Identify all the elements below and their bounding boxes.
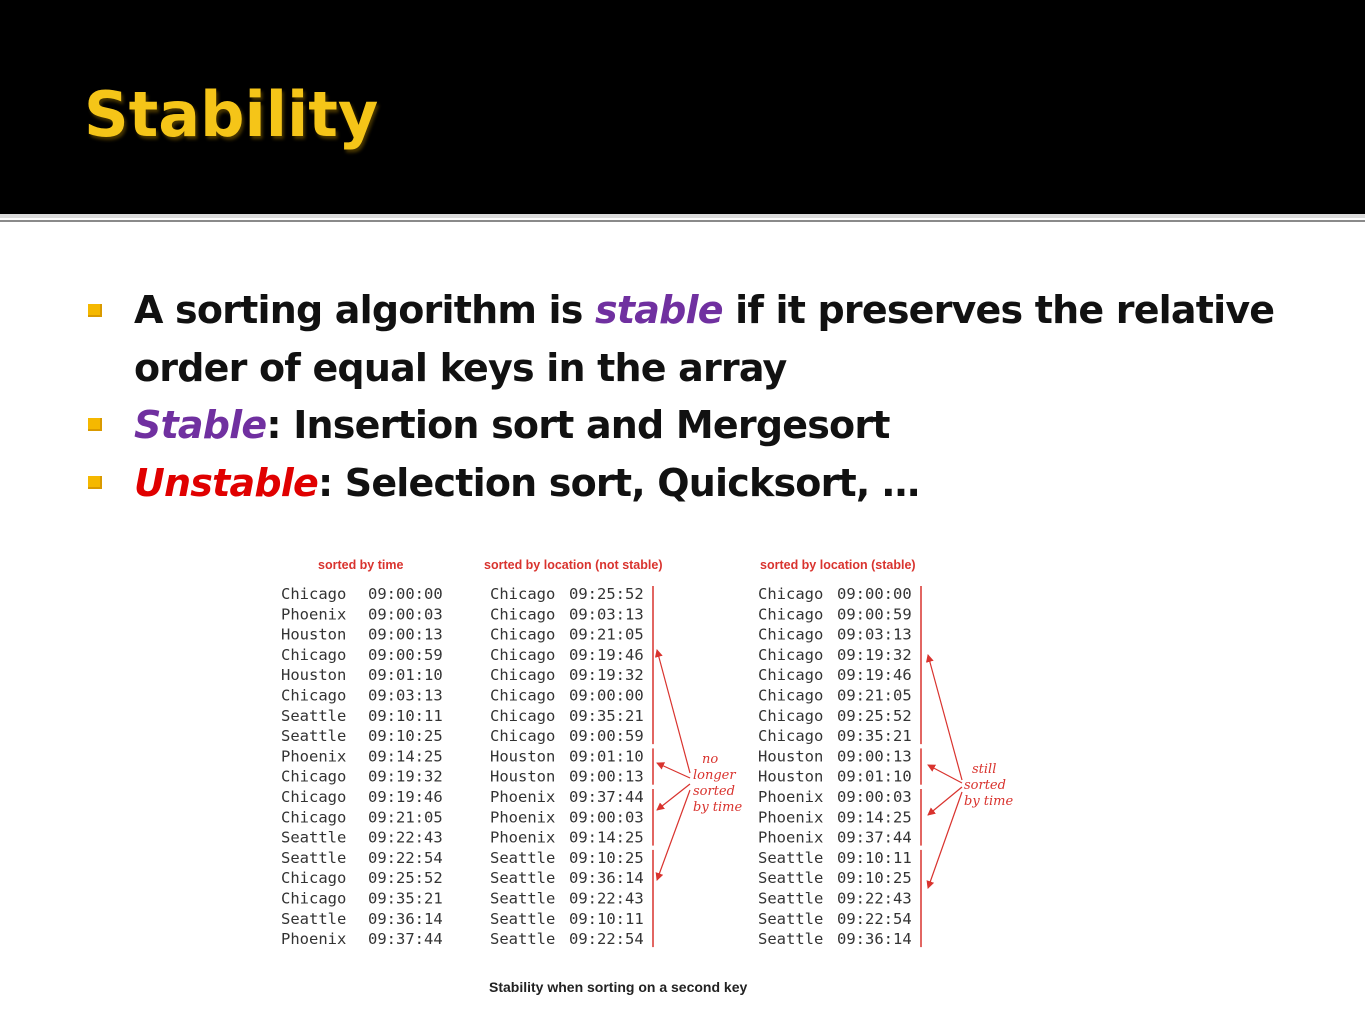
row-time: 09:00:59 bbox=[368, 645, 443, 664]
row-time: 09:00:13 bbox=[569, 767, 644, 786]
annotation-arrow bbox=[657, 763, 690, 778]
row-time: 09:37:44 bbox=[837, 828, 912, 847]
row-time: 09:00:59 bbox=[837, 605, 912, 624]
note-not-stable: sorted bbox=[693, 784, 735, 799]
row-location: Chicago bbox=[758, 605, 824, 624]
row-location: Chicago bbox=[281, 645, 347, 664]
row-time: 09:21:05 bbox=[837, 686, 912, 705]
row-time: 09:00:03 bbox=[569, 808, 644, 827]
row-time: 09:19:46 bbox=[368, 788, 443, 806]
row-location: Chicago bbox=[281, 585, 347, 603]
row-location: Houston bbox=[758, 747, 824, 766]
row-time: 09:19:46 bbox=[569, 645, 644, 664]
row-time: 09:25:52 bbox=[368, 869, 443, 888]
row-location: Houston bbox=[758, 767, 824, 786]
note-not-stable: longer bbox=[693, 768, 736, 783]
row-location: Phoenix bbox=[490, 808, 556, 827]
row-time: 09:14:25 bbox=[837, 808, 912, 827]
row-location: Seattle bbox=[281, 706, 347, 725]
row-location: Phoenix bbox=[281, 747, 347, 766]
row-location: Chicago bbox=[490, 686, 556, 705]
row-time: 09:10:25 bbox=[368, 727, 443, 746]
row-location: Chicago bbox=[758, 706, 824, 725]
row-location: Chicago bbox=[490, 666, 556, 685]
row-location: Seattle bbox=[490, 930, 556, 949]
row-time: 09:00:13 bbox=[837, 747, 912, 766]
row-time: 09:00:00 bbox=[837, 585, 912, 603]
row-time: 09:10:25 bbox=[569, 848, 644, 867]
bullet-2-text: : Insertion sort and Mergesort bbox=[266, 403, 890, 447]
row-time: 09:00:00 bbox=[368, 585, 443, 603]
row-location: Seattle bbox=[490, 869, 556, 888]
annotation-arrow bbox=[657, 790, 690, 880]
row-time: 09:10:11 bbox=[837, 848, 912, 867]
row-location: Phoenix bbox=[281, 930, 347, 949]
row-location: Phoenix bbox=[281, 605, 347, 624]
slide-title: Stability bbox=[84, 78, 379, 151]
row-time: 09:22:54 bbox=[837, 909, 912, 928]
row-time: 09:00:03 bbox=[837, 788, 912, 806]
row-time: 09:03:13 bbox=[837, 625, 912, 644]
row-location: Chicago bbox=[281, 869, 347, 888]
row-location: Chicago bbox=[490, 727, 556, 746]
note-not-stable: no bbox=[702, 752, 719, 767]
row-time: 09:01:10 bbox=[368, 666, 443, 685]
row-time: 09:10:11 bbox=[569, 909, 644, 928]
row-location: Chicago bbox=[281, 788, 347, 806]
row-time: 09:36:14 bbox=[569, 869, 644, 888]
row-time: 09:36:14 bbox=[368, 909, 443, 928]
bullet-3-text: : Selection sort, Quicksort, … bbox=[317, 461, 920, 505]
row-location: Chicago bbox=[758, 666, 824, 685]
row-location: Chicago bbox=[281, 889, 347, 908]
row-location: Seattle bbox=[758, 869, 824, 888]
bullet-1-text-cont: if it preserves the relative bbox=[722, 288, 1275, 332]
row-location: Seattle bbox=[758, 909, 824, 928]
column-header: sorted by time bbox=[318, 558, 404, 572]
figure-table bbox=[281, 585, 912, 948]
row-time: 09:10:25 bbox=[837, 869, 912, 888]
annotation-arrow bbox=[928, 792, 962, 888]
row-location: Chicago bbox=[490, 585, 556, 603]
row-location: Chicago bbox=[281, 686, 347, 705]
row-location: Seattle bbox=[490, 848, 556, 867]
row-time: 09:22:54 bbox=[569, 930, 644, 949]
row-time: 09:00:03 bbox=[368, 605, 443, 624]
row-location: Chicago bbox=[490, 706, 556, 725]
row-location: Chicago bbox=[281, 767, 347, 786]
note-stable: by time bbox=[964, 794, 1014, 809]
row-time: 09:01:10 bbox=[569, 747, 644, 766]
row-time: 09:19:32 bbox=[837, 645, 912, 664]
row-location: Phoenix bbox=[758, 808, 824, 827]
row-time: 09:01:10 bbox=[837, 767, 912, 786]
row-time: 09:19:32 bbox=[368, 767, 443, 786]
row-time: 09:21:05 bbox=[368, 808, 443, 827]
row-location: Phoenix bbox=[758, 828, 824, 847]
row-time: 09:19:46 bbox=[837, 666, 912, 685]
row-location: Chicago bbox=[758, 645, 824, 664]
row-time: 09:03:13 bbox=[368, 686, 443, 705]
row-location: Seattle bbox=[490, 909, 556, 928]
row-location: Seattle bbox=[758, 848, 824, 867]
row-location: Seattle bbox=[281, 848, 347, 867]
row-location: Seattle bbox=[758, 889, 824, 908]
note-stable: still bbox=[972, 762, 997, 777]
row-time: 09:19:32 bbox=[569, 666, 644, 685]
row-time: 09:35:21 bbox=[368, 889, 443, 908]
row-time: 09:21:05 bbox=[569, 625, 644, 644]
row-time: 09:37:44 bbox=[368, 930, 443, 949]
row-location: Seattle bbox=[758, 930, 824, 949]
row-location: Seattle bbox=[281, 909, 347, 928]
annotation-arrow bbox=[928, 787, 962, 815]
row-time: 09:10:11 bbox=[368, 706, 443, 725]
row-time: 09:22:43 bbox=[569, 889, 644, 908]
row-location: Chicago bbox=[758, 625, 824, 644]
bullet-1-line-2: order of equal keys in the array bbox=[134, 346, 787, 390]
row-time: 09:35:21 bbox=[569, 706, 644, 725]
row-location: Houston bbox=[281, 666, 347, 685]
row-location: Houston bbox=[490, 767, 556, 786]
row-location: Seattle bbox=[490, 889, 556, 908]
column-header: sorted by location (stable) bbox=[760, 558, 916, 572]
figure-annotations bbox=[657, 650, 1014, 888]
stable-label: Stable bbox=[134, 403, 267, 447]
row-time: 09:00:59 bbox=[569, 727, 644, 746]
row-time: 09:22:43 bbox=[837, 889, 912, 908]
note-stable: sorted bbox=[964, 778, 1006, 793]
row-location: Chicago bbox=[758, 585, 824, 603]
row-location: Houston bbox=[490, 747, 556, 766]
annotation-arrow bbox=[657, 650, 690, 773]
row-time: 09:22:43 bbox=[368, 828, 443, 847]
annotation-arrow bbox=[928, 655, 962, 780]
row-time: 09:36:14 bbox=[837, 930, 912, 949]
row-location: Phoenix bbox=[490, 788, 556, 806]
row-location: Chicago bbox=[490, 625, 556, 644]
stable-term: stable bbox=[595, 288, 723, 332]
row-time: 09:14:25 bbox=[368, 747, 443, 766]
annotation-arrow bbox=[657, 784, 690, 810]
row-time: 09:25:52 bbox=[569, 585, 644, 603]
figure-column-headers bbox=[318, 558, 916, 572]
column-header: sorted by location (not stable) bbox=[484, 558, 663, 572]
row-time: 09:00:00 bbox=[569, 686, 644, 705]
row-location: Chicago bbox=[490, 605, 556, 624]
note-not-stable: by time bbox=[693, 800, 743, 815]
row-time: 09:22:54 bbox=[368, 848, 443, 867]
row-location: Chicago bbox=[758, 686, 824, 705]
row-location: Phoenix bbox=[490, 828, 556, 847]
row-time: 09:25:52 bbox=[837, 706, 912, 725]
row-location: Phoenix bbox=[758, 788, 824, 806]
row-location: Seattle bbox=[281, 828, 347, 847]
row-location: Chicago bbox=[281, 808, 347, 827]
unstable-label: Unstable bbox=[134, 461, 318, 505]
row-time: 09:14:25 bbox=[569, 828, 644, 847]
row-time: 09:37:44 bbox=[569, 788, 644, 806]
row-time: 09:03:13 bbox=[569, 605, 644, 624]
annotation-arrow bbox=[928, 765, 962, 783]
row-location: Houston bbox=[281, 625, 347, 644]
row-time: 09:00:13 bbox=[368, 625, 443, 644]
row-location: Chicago bbox=[490, 645, 556, 664]
bullet-1-text: A sorting algorithm is bbox=[134, 288, 596, 332]
row-location: Chicago bbox=[758, 727, 824, 746]
row-location: Seattle bbox=[281, 727, 347, 746]
figure-caption: Stability when sorting on a second key bbox=[489, 979, 748, 995]
row-time: 09:35:21 bbox=[837, 727, 912, 746]
